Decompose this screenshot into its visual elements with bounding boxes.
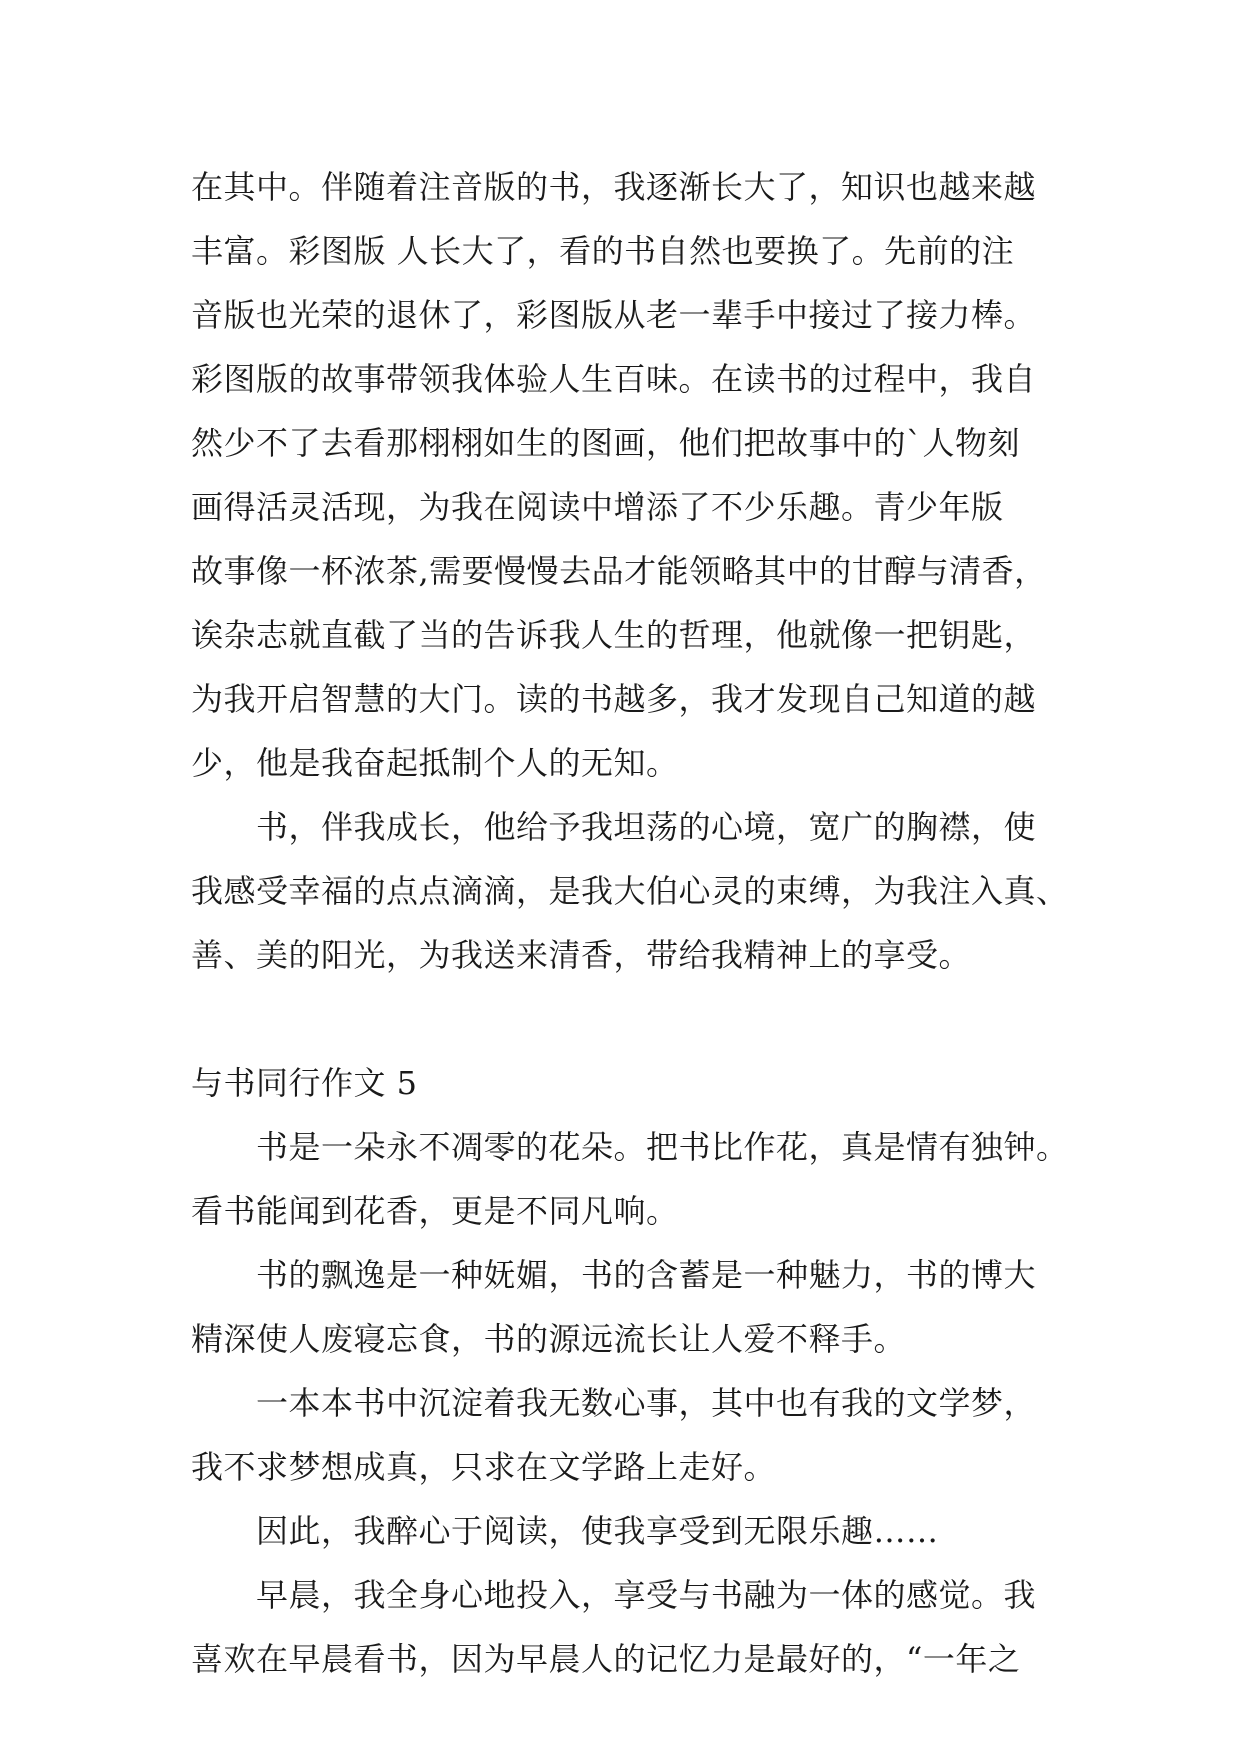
text-line: 看书能闻到花香，更是不同凡响。 [191, 1192, 679, 1230]
text-line: 因此，我醉心于阅读，使我享受到无限乐趣…… [191, 1512, 939, 1550]
document-body [191, 155, 1071, 1691]
text-line: 少，他是我奋起抵制个人的无知。 [191, 744, 679, 782]
text-line: 书的飘逸是一种妩媚，书的含蓄是一种魅力，书的博大 [191, 1256, 1037, 1294]
text-line: 然少不了去看那栩栩如生的图画，他们把故事中的`人物刻 [191, 424, 1021, 462]
essay-title: 与书同行作文 5 [191, 1064, 418, 1102]
text-line: 我不求梦想成真，只求在文学路上走好。 [191, 1448, 777, 1486]
text-line: 善、美的阳光，为我送来清香，带给我精神上的享受。 [191, 936, 972, 974]
text-line: 精深使人废寝忘食，书的源远流长让人爱不释手。 [191, 1320, 907, 1358]
text-line: 丰富。彩图版 人长大了，看的书自然也要换了。先前的注 [191, 232, 1015, 270]
text-line: 诶杂志就直截了当的告诉我人生的哲理，他就像一把钥匙， [191, 616, 1037, 654]
text-line: 早晨，我全身心地投入，享受与书融为一体的感觉。我 [191, 1576, 1037, 1614]
text-line: 我感受幸福的点点滴滴，是我大伯心灵的束缚，为我注入真、 [191, 872, 1069, 910]
text-line: 喜欢在早晨看书，因为早晨人的记忆力是最好的，“一年之 [191, 1640, 1021, 1678]
text-line: 故事像一杯浓茶,需要慢慢去品才能领略其中的甘醇与清香， [191, 552, 1047, 590]
essay-5-body [191, 1115, 1071, 1691]
text-line: 彩图版的故事带领我体验人生百味。在读书的过程中，我自 [191, 360, 1037, 398]
text-line: 音版也光荣的退休了，彩图版从老一辈手中接过了接力棒。 [191, 296, 1037, 334]
paragraph-growth [191, 795, 1071, 987]
text-line: 书，伴我成长，他给予我坦荡的心境，宽广的胸襟，使 [191, 808, 1037, 846]
text-line: 一本本书中沉淀着我无数心事，其中也有我的文学梦， [191, 1384, 1037, 1422]
text-line: 在其中。伴随着注音版的书，我逐渐长大了，知识也越来越 [191, 168, 1037, 206]
text-line: 画得活灵活现，为我在阅读中增添了不少乐趣。青少年版 [191, 488, 1004, 526]
text-line: 为我开启智慧的大门。读的书越多，我才发现自己知道的越 [191, 680, 1037, 718]
section-spacer [191, 987, 1071, 1051]
paragraph-continuation [191, 155, 1071, 795]
text-line: 书是一朵永不凋零的花朵。把书比作花，真是情有独钟。 [191, 1128, 1069, 1166]
